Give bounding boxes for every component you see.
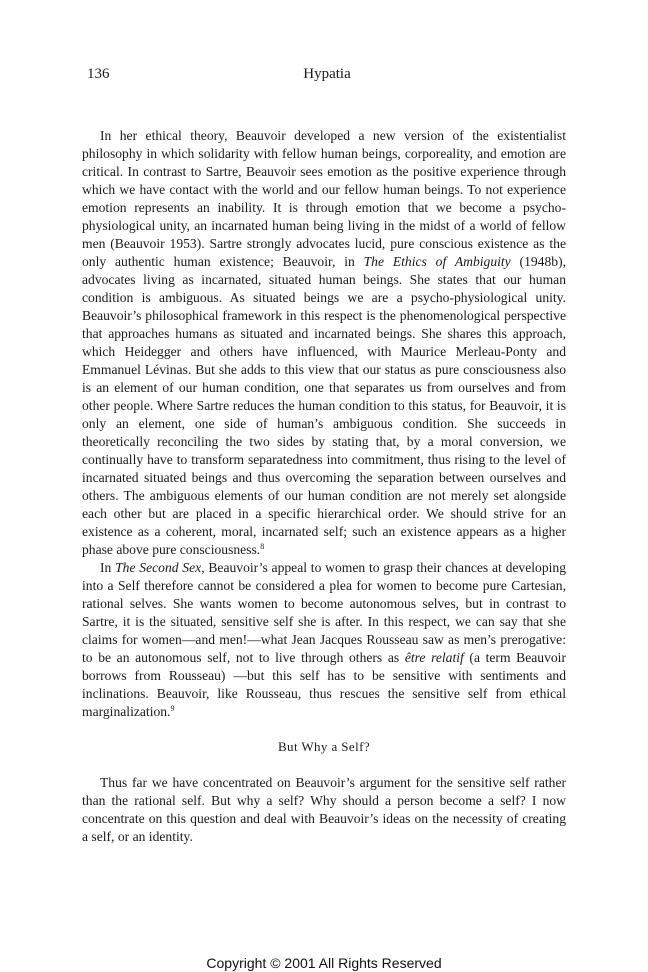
- running-head: [87, 66, 567, 86]
- paragraph-1-text-b: (1948b), advocates living as incarnated, situated human beings. She states that our human condition is ambiguous. As situated beings we are a psycho-physiological unity. Beauvoir’s philosophical framework in this respect is the phenomenological perspective that approaches humans as situated and incarnated beings. She shares this approach, which Heidegger and others have influenced, with Maurice Merleau-Ponty and Emmanuel Lévinas. But she adds to this view that our status as pure consciousness also is an element of our human condition, one that separates us from ourselves and from other people. Where Sartre reduces the human condition to this status, for Beauvoir, it is only an element, one side of human’s ambiguous condition. She succeeds in theoretically reconciling the two sides by stating that, by a moral conversion, we continually have to transform separatedness into commitment, thus rising to the level of incarnated situated beings and thus overcoming the separation between ourselves and others. The ambiguous elements of our human condition are not merely set alongside each other but are placed in a specific hierarchical order. We should strive for an existence as a coherent, moral, incarnated self; such an existence appears as a higher phase above pure consciousness.: [82, 254, 566, 557]
- paragraph-1-text-a: In her ethical theory, Beauvoir developed a new version of the existentialist philosophy in which solidarity with fellow human beings, corporeality, and emotion are critical. In contrast to Sartre, Beauvoir sees emotion as the positive experience through which we have contact with the world and our fellow human beings. To not experience emotion represents an inability. It is through emotion that we become a psycho-physiological unity, an incarnated human being living in the midst of a world of fellow men (Beauvoir 1953). Sartre strongly advocates lucid, pure conscious existence as the only authentic human existence; Beauvoir, in: [82, 128, 566, 269]
- paragraph-2-text-b: , Beauvoir’s appeal to women to grasp their chances at developing into a Self therefore cannot be considered a plea for women to become pure Cartesian, rational selves. She wants women to become autonomous selves, but in contrast to Sartre, it is the situated, sensitive self she is after. In this respect, we can say that she claims for women—and men!—what Jean Jacques Rousseau saw as men’s prerogative: to be an autonomous self, not to live through others as: [82, 560, 566, 665]
- journal-title: Hypatia: [303, 66, 351, 82]
- copyright-footer: Copyright © 2001 All Rights Reserved: [206, 955, 442, 971]
- section-heading: But Why a Self?: [277, 739, 371, 754]
- page-number: 136: [87, 66, 110, 82]
- paragraph-3: Thus far we have concentrated on Beauvoir’s argument for the sensitive self rather than the rational self. But why a self? Why should a person become a self? I now concentrate on this question and deal with Beauvoir’s ideas on the necessity of creating a self, or an identity.: [82, 775, 566, 844]
- paragraph-2-text-a: In: [100, 560, 116, 575]
- footnote-ref-8: 8: [260, 542, 265, 551]
- book-title-second-sex: The Second Sex: [115, 560, 202, 575]
- book-title-ethics-of-ambiguity: The Ethics of Ambiguity: [363, 254, 511, 269]
- term-etre-relatif: être relatif: [404, 650, 464, 665]
- paragraph-2-text-c: (a term Beauvoir borrows from Rousseau) —but this self has to be sensitive with sentiments and inclinations. Beauvoir, like Rousseau, thus rescues the sensitive self from ethical marginalization.: [82, 650, 566, 719]
- paragraph-2: [82, 559, 566, 721]
- body-text: [82, 127, 566, 846]
- paragraph-1: [82, 127, 566, 559]
- footnote-ref-9: 9: [170, 704, 175, 713]
